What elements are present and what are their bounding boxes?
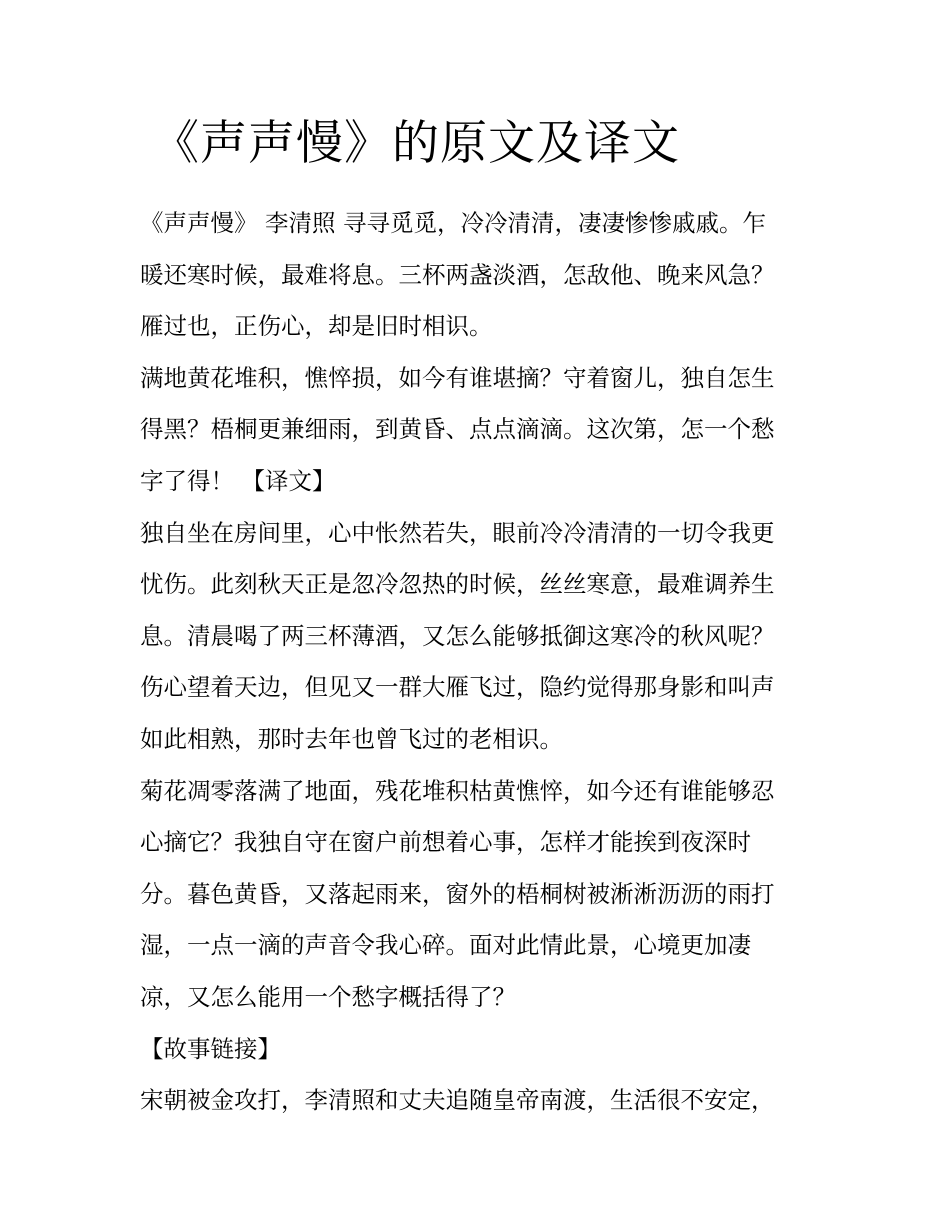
text-line: 分。暮色黄昏，又落起雨来，窗外的梧桐树被淅淅沥沥的雨打 [140,879,775,908]
text-line: 如此相熟，那时去年也曾飞过的老相识。 [140,724,563,753]
text-line: 忧伤。此刻秋天正是忽冷忽热的时候，丝丝寒意，最难调养生 [140,570,775,599]
text-line: 独自坐在房间里，心中怅然若失，眼前冷冷清清的一切令我更 [140,518,775,547]
text-line: 菊花凋零落满了地面，残花堆积枯黄憔悴，如今还有谁能够忍 [140,776,775,805]
text-line: 得黑？梧桐更兼细雨，到黄昏、点点滴滴。这次第，怎一个愁 [140,415,775,444]
text-line: 暖还寒时候，最难将息。三杯两盏淡酒，怎敌他、晚来风急？ [140,260,775,289]
document-title: 《声声慢》的原文及译文 [152,116,680,171]
text-line: 湿，一点一滴的声音令我心碎。面对此情此景，心境更加凄 [140,931,751,960]
text-line: 字了得！ 【译文】 [140,466,336,495]
section-heading: 【故事链接】 [140,1034,281,1063]
text-line: 雁过也，正伤心，却是旧时相识。 [140,312,493,341]
text-line: 《声声慢》 李清照 寻寻觅觅，冷冷清清，凄凄惨惨戚戚。乍 [140,209,766,237]
text-line: 凉，又怎么能用一个愁字概括得了？ [140,982,516,1011]
text-line: 心摘它？我独自守在窗户前想着心事，怎样才能挨到夜深时 [140,828,751,857]
text-line: 息。清晨喝了两三杯薄酒，又怎么能够抵御这寒冷的秋风呢？ [140,621,775,650]
text-line: 伤心望着天边，但见又一群大雁飞过，隐约觉得那身影和叫声 [140,673,775,702]
text-line: 满地黄花堆积，憔悴损，如今有谁堪摘？守着窗儿，独自怎生 [140,363,775,392]
document-body [140,198,830,1127]
text-line: 宋朝被金攻打，李清照和丈夫追随皇帝南渡，生活很不安定， [140,1086,775,1115]
